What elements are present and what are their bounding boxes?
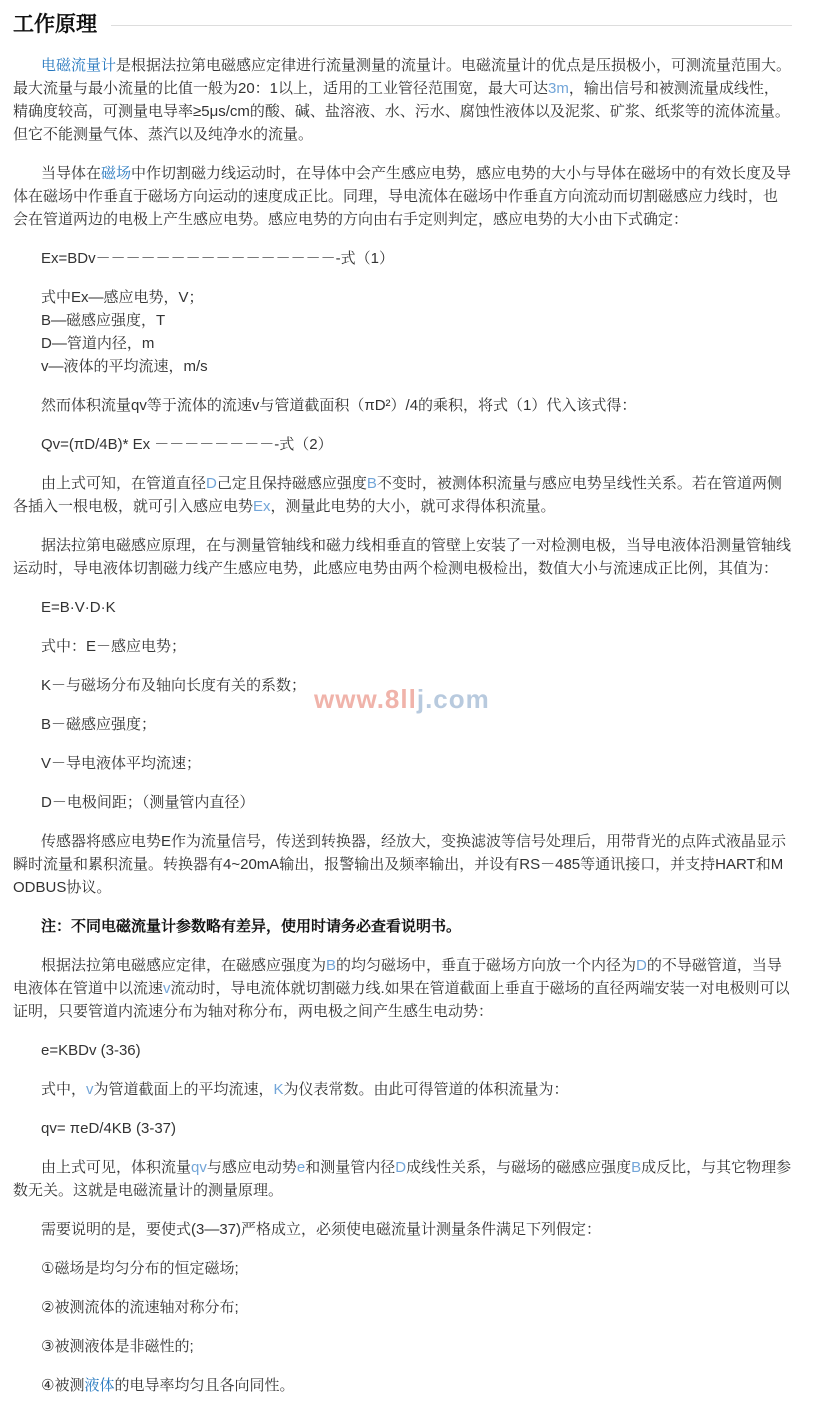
paragraph: [13, 286, 792, 309]
note-paragraph: [13, 915, 792, 938]
paragraph: [13, 635, 792, 658]
text-run: ④被测: [41, 1377, 85, 1394]
inline-link[interactable]: 电磁流量计: [41, 57, 117, 74]
text-run: D—管道内径，m: [41, 335, 155, 352]
text-run: 由上式可知，在管道直径: [41, 475, 207, 492]
page-title: [13, 8, 792, 38]
paragraph: [13, 713, 792, 736]
text-run: 的电导率均匀且各向同性。: [114, 1377, 295, 1394]
inline-link[interactable]: 磁场: [101, 165, 132, 182]
paragraph: [13, 596, 792, 619]
paragraph: [13, 674, 792, 697]
article-body: [13, 54, 792, 1397]
text-run: v—液体的平均流速，m/s: [41, 358, 208, 375]
text-run: 是根据法拉第电磁感应定律进行流量测量的流量计。电磁流量计的优点是压损极小，可测流量范围大。最大流量与最小流量的比值一般为20：1以上，适用的工业管径范围宽，最大可达: [13, 57, 792, 97]
text-run: 根据法拉第电磁感应定律，在磁感应强度为: [41, 957, 327, 974]
paragraph: [13, 830, 792, 899]
text-run: 的均匀磁场中，垂直于磁场方向放一个内径为: [336, 957, 637, 974]
text-run: e=KBDv (3-36): [41, 1042, 141, 1059]
text-run: Ex=BDv－－－－－－－－－－－－－－－－-式（1）: [41, 250, 394, 267]
text-run: D－电极间距；（测量管内直径）: [41, 794, 255, 811]
text-run: ，输出信号和被测流量成线性，精确度较高，可测量电导率≥5μs/cm的酸、碱、盐溶液、水、污水、腐蚀性液体以及泥浆、矿浆、纸浆等的流体流量。但它不能测量气体、蒸汽以及纯净水的流量。: [13, 80, 790, 143]
text-run: 中作切割磁力线运动时，在导体中会产生感应电势，感应电势的大小与导体在磁场中的有效长度及导体在磁场中作垂直于磁场方向运动的速度成正比。同理，导电流体在磁场中作垂直方向流动而切割磁感应力线时，也会在管道两边的电极上产生感应电势。感应电势的方向由右手定则判定，感应电势的大小由下式确定：: [13, 165, 792, 228]
text-run: K－与磁场分布及轴向长度有关的系数；: [41, 677, 307, 694]
text-run: 需要说明的是，要使式(3—37)严格成立，必须使电磁流量计测量条件满足下列假定：: [41, 1221, 602, 1238]
paragraph: [13, 1078, 792, 1101]
paragraph: [13, 1156, 792, 1202]
inline-link[interactable]: 液体: [84, 1377, 115, 1394]
accent-text: B: [366, 475, 377, 492]
text-run: E=B·V·D·K: [41, 599, 116, 616]
text-run: ②被测流体的流速轴对称分布;: [41, 1299, 239, 1316]
page-title-text: 工作原理: [13, 13, 97, 36]
paragraph: [13, 309, 792, 332]
text-run: 为仪表常数。由此可得管道的体积流量为：: [283, 1081, 569, 1098]
text-run: 由上式可见，体积流量: [41, 1159, 192, 1176]
text-run: 己定且保持磁感应强度: [216, 475, 367, 492]
text-run: 与感应电动势: [206, 1159, 297, 1176]
text-run: 传感器将感应电势E作为流量信号，传送到转换器，经放大，变换滤波等信号处理后，用带背光的点阵式液晶显示瞬时流量和累积流量。转换器有4~20mA输出，报警输出及频率输出，并设有RS－485等通讯接口，并支持HART和MODBUS协议。: [13, 833, 787, 896]
accent-text: qv: [191, 1159, 207, 1176]
paragraph: [13, 1335, 792, 1358]
text-run: 式中，: [41, 1081, 87, 1098]
paragraph: [13, 332, 792, 355]
text-run: 式中：E－感应电势；: [41, 638, 187, 655]
paragraph: [13, 954, 792, 1023]
paragraph: [13, 1218, 792, 1241]
text-run: 的不导磁管道，当导电液体在管道中以流速: [13, 957, 782, 997]
paragraph: [13, 394, 792, 417]
paragraph: [13, 247, 792, 270]
text-run: 当导体在: [41, 165, 102, 182]
accent-text: B: [326, 957, 337, 974]
paragraph: [13, 791, 792, 814]
paragraph: [13, 1039, 792, 1062]
paragraph: [13, 1257, 792, 1280]
text-run: 式中Ex—感应电势，V；: [41, 289, 204, 306]
text-run: 成线性关系，与磁场的磁感应强度: [406, 1159, 632, 1176]
paragraph: [13, 1374, 792, 1397]
accent-text: 3m: [548, 80, 569, 97]
accent-text: K: [273, 1081, 284, 1098]
paragraph: [13, 472, 792, 518]
text-run: 不变时，被测体积流量与感应电势呈线性关系。若在管道两侧各插入一根电极，就可引入感应电势: [13, 475, 782, 515]
paragraph: [13, 162, 792, 231]
text-run: V－导电液体平均流速；: [41, 755, 202, 772]
text-run: 流动时，导电流体就切割磁力线.如果在管道截面上垂直于磁场的直径两端安装一对电极则可以证明，只要管道内流速分布为轴对称分布，两电极之间产生感生电动势：: [13, 980, 790, 1020]
text-run: 和测量管内径: [305, 1159, 396, 1176]
text-run: 为管道截面上的平均流速，: [93, 1081, 274, 1098]
accent-text: e: [296, 1159, 306, 1176]
paragraph: [13, 534, 792, 580]
text-run: 成反比，与其它物理参数无关。这就是电磁流量计的测量原理。: [13, 1159, 792, 1199]
text-run: ①磁场是均匀分布的恒定磁场;: [41, 1260, 239, 1277]
text-run: B－磁感应强度；: [41, 716, 157, 733]
paragraph: [13, 355, 792, 378]
text-run: qv= πeD/4KB (3-37): [41, 1120, 176, 1137]
accent-text: B: [631, 1159, 642, 1176]
text-run: ③被测液体是非磁性的;: [41, 1338, 194, 1355]
text-run: ，测量此电势的大小，就可求得体积流量。: [270, 498, 556, 515]
title-rule: [111, 25, 792, 26]
text-run: 据法拉第电磁感应原理，在与测量管轴线和磁力线相垂直的管壁上安装了一对检测电极，当导电液体沿测量管轴线运动时，导电液体切割磁力线产生感应电势，此感应电势由两个检测电极检出，数值大小与流速成正比例，其值为：: [13, 537, 792, 577]
paragraph: [13, 752, 792, 775]
text-run: 注：不同电磁流量计参数略有差异，使用时请务必查看说明书。: [41, 918, 462, 935]
accent-text: D: [395, 1159, 407, 1176]
watermark-pink-text: www.8ll: [314, 684, 417, 714]
paragraph: [13, 1117, 792, 1140]
text-run: B—磁感应强度，T: [41, 312, 166, 329]
watermark-blue-text: j.com: [416, 684, 490, 714]
text-run: 然而体积流量qv等于流体的流速v与管道截面积（πD²）/4的乘积，将式（1）代入该式得：: [41, 397, 637, 414]
accent-text: v: [163, 980, 171, 997]
accent-text: D: [206, 475, 217, 492]
paragraph: [13, 54, 792, 146]
paragraph: [13, 1296, 792, 1319]
paragraph: [13, 433, 792, 456]
text-run: Qv=(πD/4B)* Ex －－－－－－－－-式（2）: [41, 436, 333, 453]
accent-text: v: [86, 1081, 94, 1098]
accent-text: D: [636, 957, 647, 974]
accent-text: Ex: [253, 498, 271, 515]
